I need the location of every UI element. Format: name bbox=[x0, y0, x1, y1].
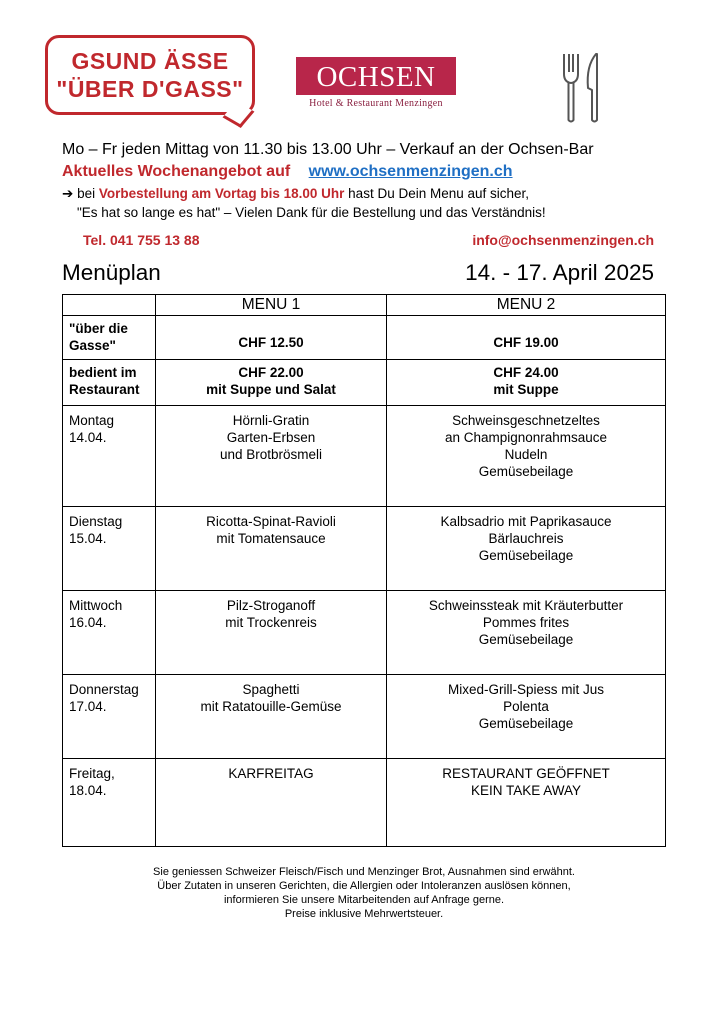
cell-line: Mittwoch bbox=[69, 598, 123, 613]
cell-line: mit Tomatensauce bbox=[216, 531, 326, 546]
cell-line: Montag bbox=[69, 413, 115, 428]
day-row bbox=[63, 591, 666, 675]
day-row bbox=[63, 406, 666, 507]
footer-line: Über Zutaten in unseren Gerichten, die Allergien oder Intoleranzen auslösen können, bbox=[157, 880, 571, 892]
cell-line: an Champignonrahmsauce bbox=[444, 430, 608, 445]
footer-line: informieren Sie unsere Mitarbeitenden auf Anfrage gerne. bbox=[223, 894, 505, 906]
menu-1-dish bbox=[156, 507, 387, 591]
cell-line: KARFREITAG bbox=[228, 766, 314, 781]
cell-line: Mixed-Grill-Spiess mit Jus bbox=[447, 682, 605, 697]
header-menu-1: MENU 1 bbox=[156, 295, 387, 316]
cell-line: CHF 19.00 bbox=[493, 335, 559, 350]
price-label bbox=[63, 316, 156, 360]
opening-hours-text: Mo – Fr jeden Mittag von 11.30 bis 13.00 Uhr – Verkauf an der Ochsen-Bar bbox=[62, 141, 594, 158]
badge-line-2: "ÜBER D'GASS" bbox=[56, 76, 244, 102]
menu-2-dish bbox=[387, 507, 666, 591]
cell-line: 14.04. bbox=[69, 430, 107, 445]
email-link[interactable]: info@ochsenmenzingen.ch bbox=[472, 232, 654, 248]
logo-subtitle: Hotel & Restaurant Menzingen bbox=[309, 98, 443, 109]
header-blank bbox=[63, 295, 156, 316]
cell-line: Gasse" bbox=[69, 338, 116, 353]
cell-line: Gemüsebeilage bbox=[478, 464, 574, 479]
cell-line: Pommes frites bbox=[482, 615, 570, 630]
preorder-post: hast Du Dein Menu auf sicher, bbox=[344, 186, 530, 201]
header-menu-2: MENU 2 bbox=[387, 295, 666, 316]
weekly-offer-text: Aktuelles Wochenangebot auf bbox=[62, 163, 291, 180]
cell-line: Freitag, bbox=[69, 766, 115, 781]
cell-line: "über die bbox=[69, 321, 128, 336]
cell-line: Donnerstag bbox=[69, 682, 139, 697]
day-label bbox=[63, 591, 156, 675]
price-menu-1 bbox=[156, 316, 387, 360]
footer-line: Sie geniessen Schweizer Fleisch/Fisch und Menzinger Brot, Ausnahmen sind erwähnt. bbox=[153, 866, 575, 878]
price-row bbox=[63, 316, 666, 360]
day-label bbox=[63, 406, 156, 507]
day-row bbox=[63, 759, 666, 847]
day-label bbox=[63, 759, 156, 847]
cell-line: mit Ratatouille-Gemüse bbox=[200, 699, 342, 714]
ochsen-logo bbox=[296, 57, 456, 109]
cell-line: Dienstag bbox=[69, 514, 123, 529]
cell-line: KEIN TAKE AWAY bbox=[470, 783, 582, 798]
cell-line: Gemüsebeilage bbox=[478, 548, 574, 563]
cell-line: CHF 22.00 bbox=[238, 365, 304, 380]
website-link[interactable]: www.ochsenmenzingen.ch bbox=[308, 163, 513, 180]
footer-notes bbox=[62, 865, 666, 921]
menu-1-dish bbox=[156, 675, 387, 759]
cell-line: RESTAURANT GEÖFFNET bbox=[442, 766, 610, 781]
table-header-row bbox=[63, 295, 666, 316]
phone-number[interactable]: Tel. 041 755 13 88 bbox=[83, 232, 200, 248]
cell-line: Ricotta-Spinat-Ravioli bbox=[206, 514, 336, 529]
cell-line: Pilz-Stroganoff bbox=[226, 598, 316, 613]
logo-name: OCHSEN bbox=[296, 57, 456, 95]
cell-line: bedient im bbox=[69, 365, 137, 380]
badge-line-1: GSUND ÄSSE bbox=[71, 48, 229, 74]
preorder-line bbox=[62, 186, 529, 202]
date-range: 14. - 17. April 2025 bbox=[465, 260, 654, 285]
menu-1-dish bbox=[156, 759, 387, 847]
day-row bbox=[63, 507, 666, 591]
cell-line: Bärlauchreis bbox=[488, 531, 564, 546]
cell-line: Polenta bbox=[503, 699, 549, 714]
cell-line: Gemüsebeilage bbox=[478, 632, 574, 647]
cell-line: Gemüsebeilage bbox=[478, 716, 574, 731]
day-label bbox=[63, 507, 156, 591]
cell-line: 18.04. bbox=[69, 783, 107, 798]
cell-line: mit Suppe bbox=[493, 382, 559, 397]
cell-line: mit Suppe und Salat bbox=[206, 382, 336, 397]
cell-line: Kalbsadrio mit Paprikasauce bbox=[440, 514, 612, 529]
weekly-offer-line bbox=[62, 163, 513, 181]
cell-line: Schweinssteak mit Kräuterbutter bbox=[428, 598, 624, 613]
menu-2-dish bbox=[387, 759, 666, 847]
thanks-text: "Es hat so lange es hat" – Vielen Dank für die Bestellung und das Verständnis! bbox=[77, 205, 546, 220]
cell-line: Spaghetti bbox=[242, 682, 300, 697]
menu-2-dish bbox=[387, 406, 666, 507]
menu-2-dish bbox=[387, 675, 666, 759]
price-menu-1 bbox=[156, 360, 387, 406]
menu-1-dish bbox=[156, 591, 387, 675]
menu-1-dish bbox=[156, 406, 387, 507]
cell-line: 16.04. bbox=[69, 615, 107, 630]
cell-line: Restaurant bbox=[69, 382, 140, 397]
price-menu-2 bbox=[387, 316, 666, 360]
cell-line: 17.04. bbox=[69, 699, 107, 714]
cell-line: mit Trockenreis bbox=[225, 615, 317, 630]
day-row bbox=[63, 675, 666, 759]
gsund-aesse-badge bbox=[45, 35, 255, 115]
day-label bbox=[63, 675, 156, 759]
price-label bbox=[63, 360, 156, 406]
menu-2-dish bbox=[387, 591, 666, 675]
cell-line: Garten-Erbsen bbox=[226, 430, 316, 445]
footer-line: Preise inklusive Mehrwertsteuer. bbox=[284, 908, 444, 920]
fork-knife-icon bbox=[558, 52, 606, 124]
arrow-right-icon: ➔ bbox=[62, 186, 74, 201]
preorder-highlight: Vorbestellung am Vortag bis 18.00 Uhr bbox=[98, 186, 345, 201]
cell-line: CHF 24.00 bbox=[493, 365, 559, 380]
cell-line: und Brotbrösmeli bbox=[219, 447, 323, 462]
cell-line: Hörnli-Gratin bbox=[232, 413, 310, 428]
cell-line: Nudeln bbox=[504, 447, 548, 462]
cell-line: 15.04. bbox=[69, 531, 107, 546]
cell-line: Schweinsgeschnetzeltes bbox=[452, 413, 600, 428]
menu-table bbox=[62, 294, 666, 847]
cell-line: CHF 12.50 bbox=[238, 335, 304, 350]
page-title: Menüplan bbox=[62, 260, 161, 285]
price-menu-2 bbox=[387, 360, 666, 406]
price-row bbox=[63, 360, 666, 406]
preorder-pre: bei bbox=[73, 186, 99, 201]
